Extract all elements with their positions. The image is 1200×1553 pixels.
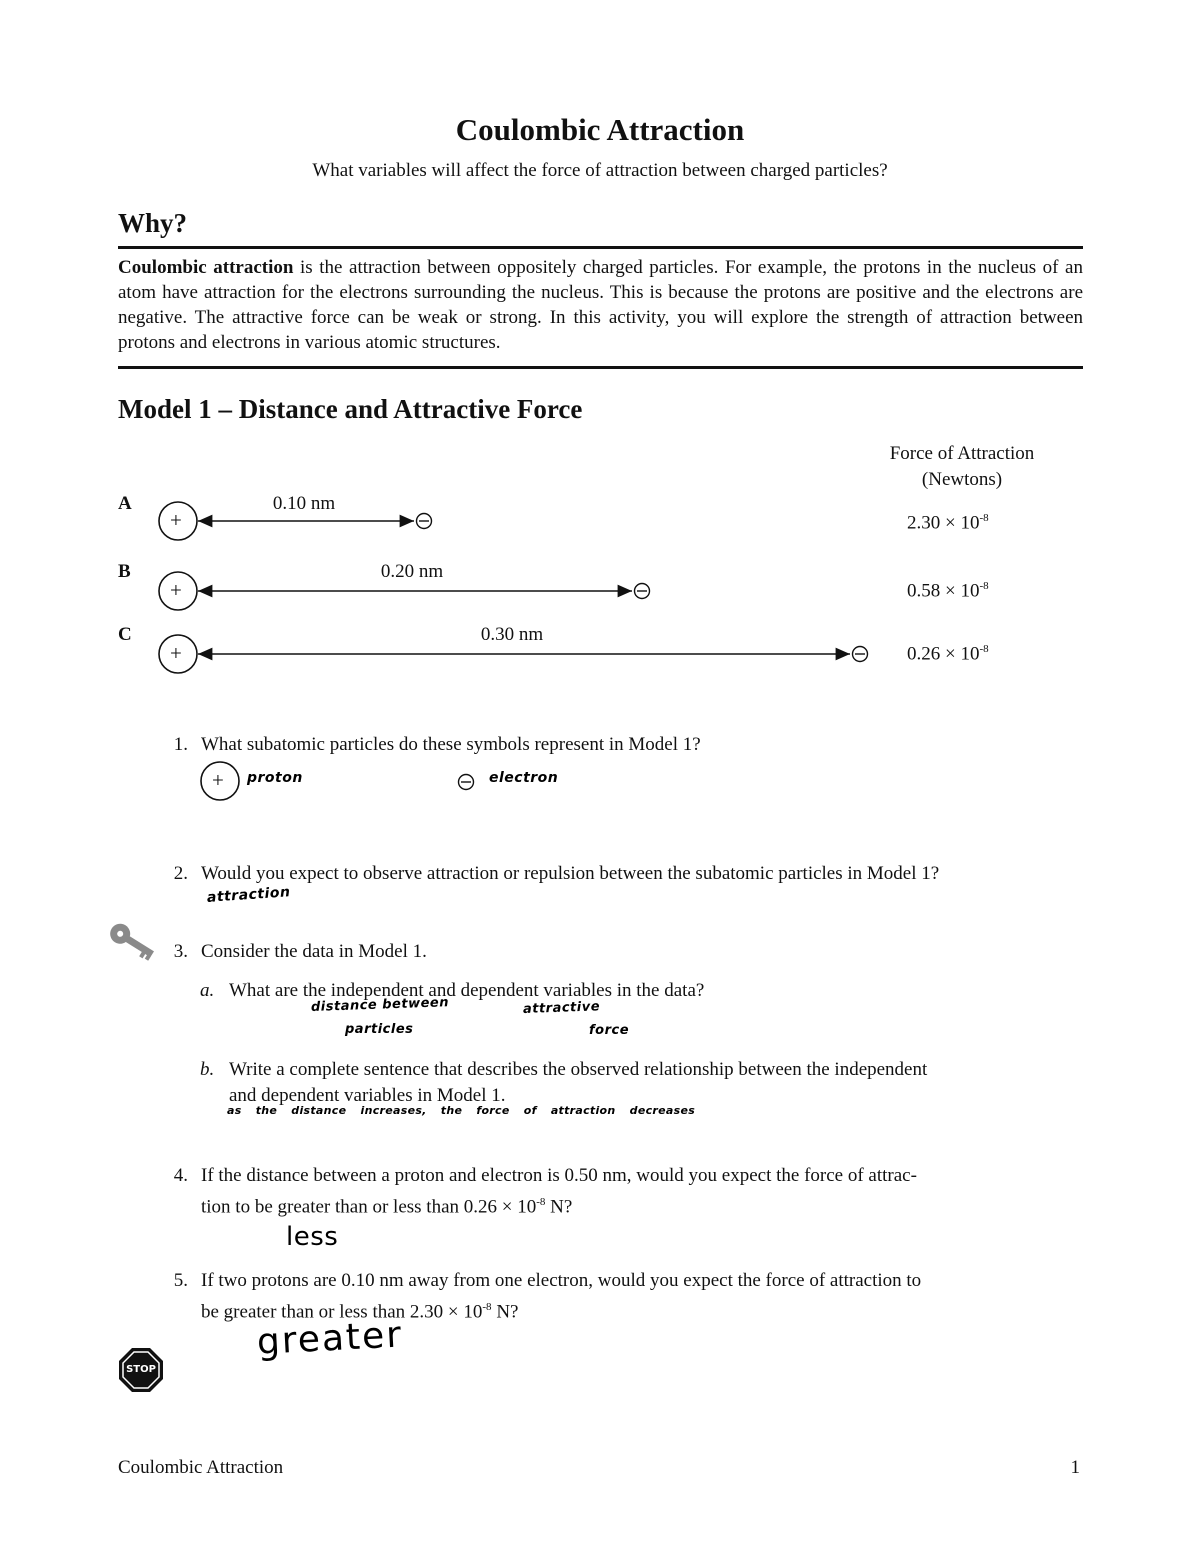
q1-text: What subatomic particles do these symbols represent in Model 1? xyxy=(201,734,701,755)
force-base-b: 10 xyxy=(960,580,980,602)
row-label-b: B xyxy=(118,561,131,582)
q1-proton-symbol: + xyxy=(212,768,224,792)
force-base-a: 10 xyxy=(960,512,980,534)
proton-symbol-b: + xyxy=(170,578,182,602)
q3a-answer-independent-line2[interactable]: particles xyxy=(345,1022,414,1037)
force-header-line1: Force of Attraction xyxy=(889,443,1035,464)
q3b-text-line1: Write a complete sentence that describes the observed relationship between the independent xyxy=(229,1059,928,1080)
page-subtitle: What variables will affect the force of attraction between charged particles? xyxy=(312,160,888,181)
proton-symbol-a: + xyxy=(170,508,182,532)
why-term: Coulombic attraction xyxy=(118,257,294,278)
force-exp-c: -8 xyxy=(979,643,989,655)
key-icon xyxy=(106,920,157,962)
row-label-a: A xyxy=(118,493,132,514)
why-text: is the attraction between oppositely charged particles. For example, the protons in the nucleus of an atom have attraction for the electrons surrounding the nucleus. This is because the protons are positive and the electrons are negative. The attractive force can be weak or strong. In this activity, you will explore the strength of attraction between protons and electrons in various atomic structures. xyxy=(118,257,1083,353)
q3a-answer-dependent-line1[interactable]: attractive xyxy=(522,999,601,1017)
q3-number: 3. xyxy=(173,941,188,962)
distance-label-b: 0.20 nm xyxy=(380,561,444,582)
q4-answer[interactable]: less xyxy=(286,1222,339,1252)
force-base-c: 10 xyxy=(960,643,980,665)
q3b-text-line2: and dependent variables in Model 1. xyxy=(229,1085,506,1106)
q4-text-line2-pre: tion to be greater than or less than 0.26 × 10 xyxy=(201,1196,537,1218)
q1-number: 1. xyxy=(173,734,188,755)
q3a-answer-dependent-line2[interactable]: force xyxy=(589,1023,630,1038)
stop-label: STOP xyxy=(126,1364,156,1375)
force-exp-b: -8 xyxy=(979,580,989,592)
q5-number: 5. xyxy=(173,1270,188,1291)
q4-text-line1: If the distance between a proton and electron is 0.50 nm, would you expect the force of attrac- xyxy=(201,1165,917,1186)
proton-symbol-c: + xyxy=(170,641,182,665)
q4-number: 4. xyxy=(173,1165,188,1186)
force-times-a: × xyxy=(945,512,956,534)
q3a-label: a. xyxy=(200,980,215,1001)
q2-answer[interactable]: attraction xyxy=(206,884,291,906)
q3a-text: What are the independent and dependent variables in the data? xyxy=(229,980,705,1001)
q2-text: Would you expect to observe attraction or repulsion between the subatomic particles in Model 1? xyxy=(201,863,940,884)
q5-answer[interactable]: greater xyxy=(255,1314,405,1363)
force-coef-b: 0.58 xyxy=(907,580,941,602)
q4-text-line2 xyxy=(201,1189,572,1220)
force-header-line2: (Newtons) xyxy=(921,469,1003,490)
q3b-answer[interactable]: as the distance increases, the force of attraction decreases xyxy=(227,1104,696,1117)
page-number: 1 xyxy=(1070,1457,1080,1478)
force-coef-a: 2.30 xyxy=(907,512,941,534)
q3b-label: b. xyxy=(200,1059,215,1080)
row-a-diagram xyxy=(159,502,432,540)
model-1-title: Model 1 – Distance and Attractive Force xyxy=(118,394,583,424)
q5-text-line2-exp: -8 xyxy=(482,1301,492,1313)
q4-text-line2-post: N? xyxy=(545,1196,573,1218)
distance-label-a: 0.10 nm xyxy=(272,493,336,514)
row-label-c: C xyxy=(118,624,132,645)
q3-text: Consider the data in Model 1. xyxy=(201,941,427,962)
why-heading: Why? xyxy=(118,208,188,238)
q5-text-line2-pre: be greater than or less than 2.30 × 10 xyxy=(201,1301,483,1323)
q4-text-line2-exp: -8 xyxy=(536,1196,546,1208)
force-coef-c: 0.26 xyxy=(907,643,941,665)
q3a-answer-independent-line1[interactable]: distance between xyxy=(310,995,450,1015)
distance-label-c: 0.30 nm xyxy=(480,624,544,645)
q2-number: 2. xyxy=(173,863,188,884)
q5-text-line1: If two protons are 0.10 nm away from one electron, would you expect the force of attraction to xyxy=(201,1270,922,1291)
force-exp-a: -8 xyxy=(979,512,989,524)
page-title: Coulombic Attraction xyxy=(455,112,745,147)
q1-answer-proton[interactable]: proton xyxy=(247,770,303,786)
q1-answer-electron[interactable]: electron xyxy=(489,770,559,786)
row-c-diagram xyxy=(159,635,868,673)
footer-title: Coulombic Attraction xyxy=(118,1457,284,1478)
q5-text-line2-post: N? xyxy=(491,1301,519,1323)
force-times-c: × xyxy=(945,643,956,665)
force-times-b: × xyxy=(945,580,956,602)
row-b-diagram xyxy=(159,572,650,610)
